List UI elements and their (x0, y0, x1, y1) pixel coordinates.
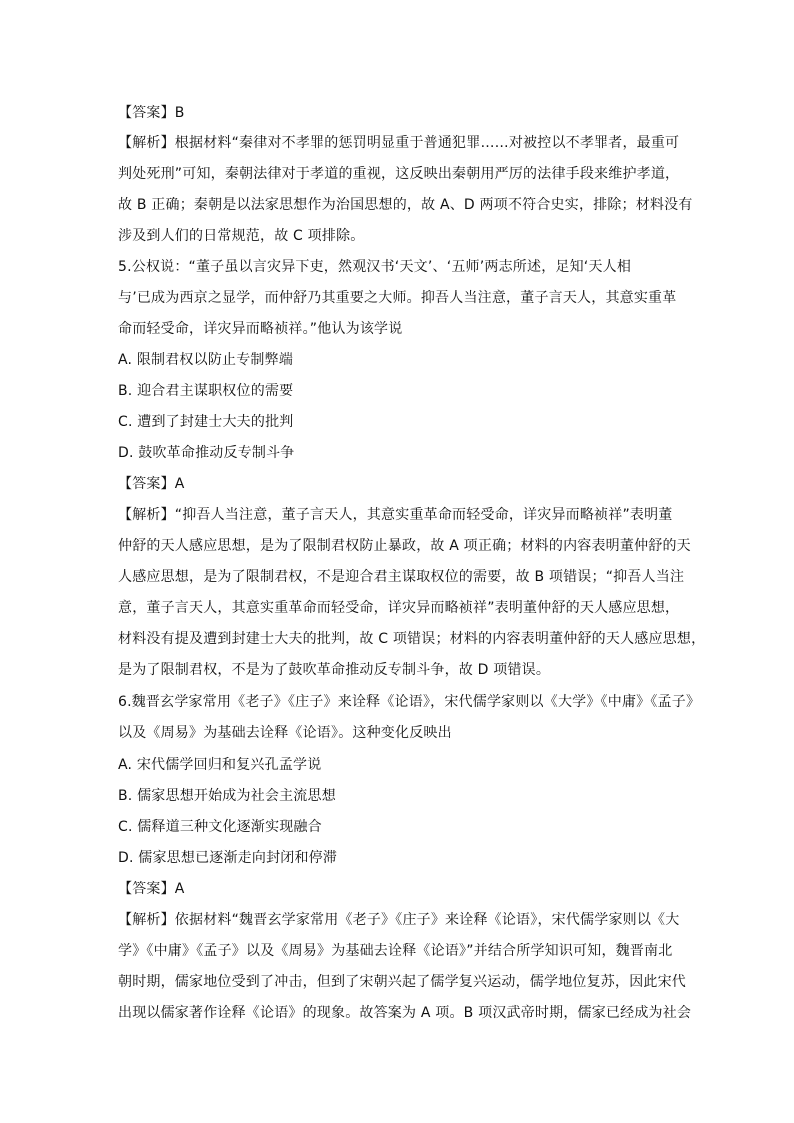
analysis-q6-line-1: 【解析】依据材料“魏晋玄学家常用《老子》《庄子》来诠释《论语》，宋代儒学家则以《大 (118, 912, 680, 928)
question-5-line-3: 命而轻受命，详灾异而略祯祥。”他认为该学说 (118, 321, 403, 337)
answer-label-q6: 【答案】A (118, 881, 185, 897)
analysis-q4-line-4: 涉及到人们的日常规范，故 C 项排除。 (118, 228, 365, 244)
analysis-q6-line-4: 出现以儒家著作诠释《论语》的现象。故答案为 A 项。B 项汉武帝时期，儒家已经成为社会 (118, 1005, 692, 1021)
analysis-q5-line-2: 仲舒的天人感应思想，是为了限制君权防止暴政，故 A 项正确；材料的内容表明董仲舒的天 (118, 538, 691, 554)
analysis-q6-line-2: 学》《中庸》《孟子》以及《周易》为基础去诠释《论语》”并结合所学知识可知，魏晋南北 (118, 943, 673, 959)
question-6-option-d: D. 儒家思想已逐渐走向封闭和停滞 (118, 850, 338, 866)
analysis-q4-line-3: 故 B 正确；秦朝是以法家思想作为治国思想的，故 A、D 两项不符合史实，排除；材料没有 (118, 197, 693, 213)
question-5-option-b: B. 迎合君主谋职权位的需要 (118, 383, 294, 399)
question-6-option-b: B. 儒家思想开始成为社会主流思想 (118, 788, 336, 804)
analysis-q6-line-3: 朝时期，儒家地位受到了冲击，但到了宋朝兴起了儒学复兴运动，儒学地位复苏，因此宋代 (118, 974, 686, 990)
analysis-q5-line-1: 【解析】“抑吾人当注意，董子言天人，其意实重革命而轻受命，详灾异而略祯祥”表明董 (118, 507, 673, 523)
analysis-q4-line-1: 【解析】根据材料“秦律对不孝罪的惩罚明显重于普通犯罪……对被控以不孝罪者，最重可 (118, 135, 680, 151)
analysis-q4-line-2: 判处死刑”可知，秦朝法律对于孝道的重视，这反映出秦朝用严厉的法律手段来维护孝道， (118, 166, 680, 182)
question-5-option-a: A. 限制君权以防止专制弊端 (118, 352, 294, 368)
question-5-line-1: 5.公权说：“董子虽以言灾异下吏，然观汉书‘天文’、‘五师’两志所述，足知‘天人相 (118, 259, 632, 275)
analysis-q5-line-3: 人感应思想，是为了限制君权，不是迎合君主谋取权位的需要，故 B 项错误；“抑吾人当注 (118, 569, 685, 585)
question-5-option-d: D. 鼓吹革命推动反专制斗争 (118, 445, 295, 461)
question-6-line-1: 6.魏晋玄学家常用《老子》《庄子》来诠释《论语》，宋代儒学家则以《大学》《中庸》《孟子》 (118, 694, 701, 710)
question-5-line-2: 与’已成为西京之显学，而仲舒乃其重要之大师。抑吾人当注意，董子言天人，其意实重革 (118, 290, 677, 306)
question-6-option-c: C. 儒释道三种文化逐渐实现融合 (118, 819, 322, 835)
analysis-q5-line-6: 是为了限制君权，不是为了鼓吹革命推动反专制斗争，故 D 项错误。 (118, 662, 551, 678)
analysis-q5-line-5: 材料没有提及遭到封建士大夫的批判，故 C 项错误；材料的内容表明董仲舒的天人感应思想， (118, 631, 706, 647)
analysis-q5-line-4: 意，董子言天人，其意实重革命而轻受命，详灾异而略祯祥”表明董仲舒的天人感应思想， (118, 600, 680, 616)
answer-label-q5: 【答案】A (118, 476, 185, 492)
question-5-option-c: C. 遭到了封建士大夫的批判 (118, 414, 294, 430)
question-6-line-2: 以及《周易》为基础去诠释《论语》。这种变化反映出 (118, 725, 452, 741)
answer-label-q4: 【答案】B (118, 105, 185, 121)
question-6-option-a: A. 宋代儒学回归和复兴孔孟学说 (118, 757, 322, 773)
